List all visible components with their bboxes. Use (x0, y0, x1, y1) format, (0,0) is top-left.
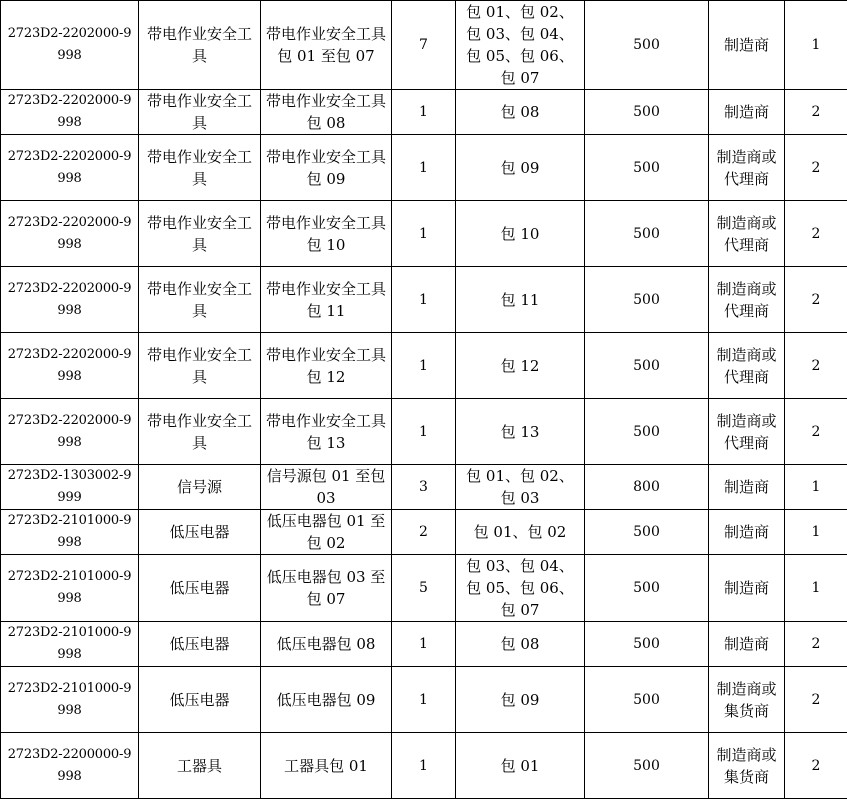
package-list-cell: 包 10 (456, 201, 585, 267)
amount-cell: 500 (585, 667, 709, 733)
package-name-cell: 带电作业安全工具包 08 (261, 90, 392, 135)
package-name-cell: 带电作业安全工具包 01 至包 07 (261, 1, 392, 90)
item-code-cell: 2723D2-2202000-9998 (1, 267, 139, 333)
package-list-cell: 包 08 (456, 622, 585, 667)
amount-cell: 500 (585, 135, 709, 201)
package-list-cell: 包 12 (456, 333, 585, 399)
category-cell: 2 (785, 399, 847, 465)
item-name-cell: 低压电器 (139, 510, 261, 555)
category-cell: 2 (785, 333, 847, 399)
qualification-cell: 制造商或代理商 (709, 135, 785, 201)
package-count-cell: 1 (392, 201, 456, 267)
table-row (1, 465, 847, 510)
package-list-cell: 包 08 (456, 90, 585, 135)
package-list-cell: 包 01 (456, 733, 585, 799)
table-row (1, 733, 847, 799)
item-name-cell: 带电作业安全工具 (139, 1, 261, 90)
category-cell: 2 (785, 267, 847, 333)
amount-cell: 500 (585, 267, 709, 333)
amount-cell: 500 (585, 399, 709, 465)
table-row (1, 510, 847, 555)
category-cell: 2 (785, 667, 847, 733)
category-cell: 1 (785, 555, 847, 622)
table-row (1, 333, 847, 399)
package-list-cell: 包 01、包 02 (456, 510, 585, 555)
amount-cell: 500 (585, 622, 709, 667)
item-name-cell: 工器具 (139, 733, 261, 799)
package-name-cell: 带电作业安全工具包 12 (261, 333, 392, 399)
item-code-cell: 2723D2-2101000-9998 (1, 510, 139, 555)
item-code-cell: 2723D2-2202000-9998 (1, 90, 139, 135)
package-count-cell: 1 (392, 622, 456, 667)
item-name-cell: 带电作业安全工具 (139, 399, 261, 465)
qualification-cell: 制造商或集货商 (709, 733, 785, 799)
amount-cell: 500 (585, 90, 709, 135)
package-list-cell: 包 11 (456, 267, 585, 333)
package-count-cell: 1 (392, 90, 456, 135)
item-name-cell: 低压电器 (139, 622, 261, 667)
table-row (1, 622, 847, 667)
package-list-cell: 包 01、包 02、包 03 (456, 465, 585, 510)
package-name-cell: 低压电器包 08 (261, 622, 392, 667)
item-code-cell: 2723D2-1303002-9999 (1, 465, 139, 510)
package-name-cell: 信号源包 01 至包 03 (261, 465, 392, 510)
item-name-cell: 带电作业安全工具 (139, 201, 261, 267)
table-row (1, 667, 847, 733)
package-count-cell: 1 (392, 733, 456, 799)
table-row (1, 201, 847, 267)
package-list-cell: 包 09 (456, 135, 585, 201)
package-name-cell: 低压电器包 09 (261, 667, 392, 733)
package-count-cell: 1 (392, 667, 456, 733)
amount-cell: 500 (585, 510, 709, 555)
package-count-cell: 1 (392, 333, 456, 399)
item-name-cell: 带电作业安全工具 (139, 267, 261, 333)
table-row (1, 555, 847, 622)
package-list-cell: 包 09 (456, 667, 585, 733)
table-row (1, 267, 847, 333)
category-cell: 1 (785, 1, 847, 90)
package-count-cell: 1 (392, 135, 456, 201)
category-cell: 2 (785, 201, 847, 267)
amount-cell: 500 (585, 1, 709, 90)
qualification-cell: 制造商或代理商 (709, 267, 785, 333)
qualification-cell: 制造商或代理商 (709, 399, 785, 465)
item-name-cell: 带电作业安全工具 (139, 90, 261, 135)
item-code-cell: 2723D2-2101000-9998 (1, 555, 139, 622)
item-name-cell: 信号源 (139, 465, 261, 510)
qualification-cell: 制造商 (709, 622, 785, 667)
category-cell: 1 (785, 510, 847, 555)
amount-cell: 500 (585, 333, 709, 399)
item-code-cell: 2723D2-2202000-9998 (1, 135, 139, 201)
package-count-cell: 5 (392, 555, 456, 622)
amount-cell: 500 (585, 733, 709, 799)
qualification-cell: 制造商或代理商 (709, 333, 785, 399)
item-code-cell: 2723D2-2202000-9998 (1, 333, 139, 399)
table-row (1, 1, 847, 90)
package-name-cell: 工器具包 01 (261, 733, 392, 799)
package-count-cell: 2 (392, 510, 456, 555)
qualification-cell: 制造商 (709, 510, 785, 555)
qualification-cell: 制造商 (709, 465, 785, 510)
package-count-cell: 1 (392, 267, 456, 333)
category-cell: 2 (785, 135, 847, 201)
package-count-cell: 3 (392, 465, 456, 510)
package-list-cell: 包 13 (456, 399, 585, 465)
amount-cell: 500 (585, 555, 709, 622)
package-count-cell: 7 (392, 1, 456, 90)
table-body (1, 1, 847, 799)
amount-cell: 500 (585, 201, 709, 267)
qualification-cell: 制造商或集货商 (709, 667, 785, 733)
package-name-cell: 低压电器包 01 至包 02 (261, 510, 392, 555)
item-code-cell: 2723D2-2101000-9998 (1, 622, 139, 667)
qualification-cell: 制造商 (709, 555, 785, 622)
qualification-cell: 制造商 (709, 1, 785, 90)
package-count-cell: 1 (392, 399, 456, 465)
qualification-cell: 制造商或代理商 (709, 201, 785, 267)
package-name-cell: 带电作业安全工具包 11 (261, 267, 392, 333)
package-name-cell: 低压电器包 03 至包 07 (261, 555, 392, 622)
package-list-cell: 包 01、包 02、包 03、包 04、包 05、包 06、包 07 (456, 1, 585, 90)
table-row (1, 399, 847, 465)
item-code-cell: 2723D2-2202000-9998 (1, 201, 139, 267)
item-code-cell: 2723D2-2200000-9998 (1, 733, 139, 799)
package-name-cell: 带电作业安全工具包 13 (261, 399, 392, 465)
table-row (1, 90, 847, 135)
item-name-cell: 低压电器 (139, 667, 261, 733)
category-cell: 2 (785, 622, 847, 667)
amount-cell: 800 (585, 465, 709, 510)
package-name-cell: 带电作业安全工具包 09 (261, 135, 392, 201)
category-cell: 2 (785, 90, 847, 135)
item-name-cell: 低压电器 (139, 555, 261, 622)
package-name-cell: 带电作业安全工具包 10 (261, 201, 392, 267)
table-row (1, 135, 847, 201)
item-code-cell: 2723D2-2202000-9998 (1, 1, 139, 90)
item-code-cell: 2723D2-2101000-9998 (1, 667, 139, 733)
package-list-cell: 包 03、包 04、包 05、包 06、包 07 (456, 555, 585, 622)
item-name-cell: 带电作业安全工具 (139, 135, 261, 201)
item-name-cell: 带电作业安全工具 (139, 333, 261, 399)
item-code-cell: 2723D2-2202000-9998 (1, 399, 139, 465)
category-cell: 1 (785, 465, 847, 510)
category-cell: 2 (785, 733, 847, 799)
qualification-cell: 制造商 (709, 90, 785, 135)
